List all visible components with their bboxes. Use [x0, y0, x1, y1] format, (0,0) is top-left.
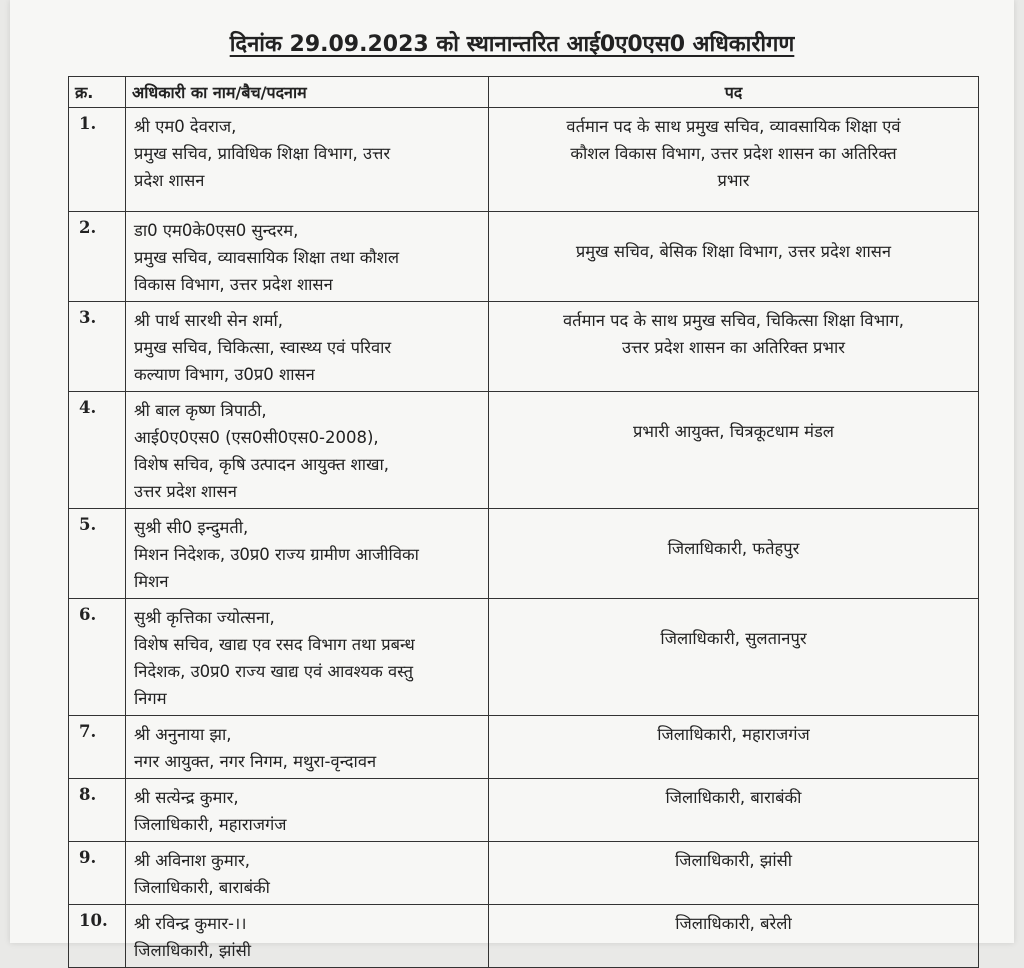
officer-line: श्री बाल कृष्ण त्रिपाठी, [134, 401, 267, 420]
officer-cell [126, 392, 489, 509]
row-serial-number: 9. [69, 842, 126, 905]
row-serial-number: 4. [69, 392, 126, 509]
document-page [10, 0, 1014, 960]
officer-line: श्री पार्थ सारथी सेन शर्मा, [134, 311, 284, 330]
officer-line: प्रमुख सचिव, व्यावसायिक शिक्षा तथा कौशल [134, 248, 400, 267]
post-line: प्रभार [717, 171, 750, 190]
officer-line: सुश्री सी0 इन्दुमती, [134, 518, 249, 537]
officer-line: डा0 एम0के0एस0 सुन्दरम, [134, 221, 299, 240]
officer-line: विशेष सचिव, खाद्य एव रसद विभाग तथा प्रबन्ध [134, 635, 415, 654]
officer-line: श्री एम0 देवराज, [134, 117, 237, 136]
row-serial-number: 5. [69, 509, 126, 599]
officer-cell [126, 599, 489, 716]
row-serial-number: 6. [69, 599, 126, 716]
post-line: जिलाधिकारी, बरेली [675, 914, 792, 933]
officer-line: श्री अनुनाया झा, [134, 725, 232, 744]
officer-line: मिशन निदेशक, उ0प्र0 राज्य ग्रामीण आजीविका [134, 545, 419, 564]
officer-line: मिशन [134, 572, 169, 591]
officer-line: आई0ए0एस0 (एस0सी0एस0-2008), [134, 428, 379, 447]
officer-line: उत्तर प्रदेश शासन [134, 482, 237, 501]
post-cell [489, 392, 979, 509]
officer-line: नगर आयुक्त, नगर निगम, मथुरा-वृन्दावन [134, 752, 377, 771]
post-cell [489, 212, 979, 302]
post-cell [489, 599, 979, 716]
post-line: वर्तमान पद के साथ प्रमुख सचिव, व्यावसायिक शिक्षा एवं [566, 117, 901, 136]
post-cell [489, 842, 979, 905]
officer-cell [126, 842, 489, 905]
table-row [69, 509, 979, 599]
officer-line: श्री रविन्द्र कुमार-।। [134, 914, 247, 933]
transfer-table [68, 76, 979, 968]
post-line: उत्तर प्रदेश शासन का अतिरिक्त प्रभार [621, 338, 846, 357]
post-cell [489, 509, 979, 599]
officer-cell [126, 509, 489, 599]
row-serial-number: 10. [69, 905, 126, 968]
table-row [69, 905, 979, 968]
officer-cell [126, 716, 489, 779]
officer-line: विकास विभाग, उत्तर प्रदेश शासन [134, 275, 333, 294]
officer-line: श्री अविनाश कुमार, [134, 851, 250, 870]
post-line: जिलाधिकारी, महाराजगंज [657, 725, 810, 744]
header-sn: क्र. [69, 77, 126, 108]
post-cell [489, 108, 979, 212]
table-row [69, 599, 979, 716]
post-line: जिलाधिकारी, बाराबंकी [665, 788, 802, 807]
row-serial-number: 3. [69, 302, 126, 392]
officer-line: प्रदेश शासन [134, 171, 205, 190]
post-line: जिलाधिकारी, झांसी [674, 851, 793, 870]
post-line: जिलाधिकारी, फतेहपुर [667, 539, 800, 558]
officer-line: निगम [134, 689, 167, 708]
post-cell [489, 716, 979, 779]
officer-cell [126, 779, 489, 842]
officer-cell [126, 108, 489, 212]
post-line: प्रभारी आयुक्त, चित्रकूटधाम मंडल [633, 422, 834, 441]
post-line: जिलाधिकारी, सुलतानपुर [660, 629, 807, 648]
table-row [69, 392, 979, 509]
table-row [69, 842, 979, 905]
row-serial-number: 7. [69, 716, 126, 779]
table-row [69, 716, 979, 779]
officer-line: जिलाधिकारी, महाराजगंज [134, 815, 287, 834]
post-cell [489, 905, 979, 968]
header-officer: अधिकारी का नाम/बैच/पदनाम [126, 77, 489, 108]
officer-cell [126, 302, 489, 392]
officer-line: कल्याण विभाग, उ0प्र0 शासन [134, 365, 315, 384]
row-serial-number: 2. [69, 212, 126, 302]
post-line: प्रमुख सचिव, बेसिक शिक्षा विभाग, उत्तर प्रदेश शासन [575, 242, 892, 261]
page-title [10, 28, 1014, 58]
post-cell [489, 779, 979, 842]
officer-line: प्रमुख सचिव, प्राविधिक शिक्षा विभाग, उत्तर [134, 144, 391, 163]
officer-cell [126, 905, 489, 968]
post-cell [489, 302, 979, 392]
officer-line: जिलाधिकारी, झांसी [134, 941, 252, 960]
post-line: कौशल विकास विभाग, उत्तर प्रदेश शासन का अतिरिक्त [570, 144, 897, 163]
officer-line: विशेष सचिव, कृषि उत्पादन आयुक्त शाखा, [134, 455, 389, 474]
officer-line: सुश्री कृत्तिका ज्योत्सना, [134, 608, 275, 627]
page-title-text: दिनांक 29.09.2023 को स्थानान्तरित आई0ए0एस0 अधिकारीगण [229, 32, 795, 57]
table-row [69, 212, 979, 302]
table-header-row [69, 77, 979, 108]
table-row [69, 779, 979, 842]
header-post: पद [489, 77, 979, 108]
table-row [69, 302, 979, 392]
row-serial-number: 8. [69, 779, 126, 842]
post-line: वर्तमान पद के साथ प्रमुख सचिव, चिकित्सा शिक्षा विभाग, [563, 311, 904, 330]
table-row [69, 108, 979, 212]
officer-cell [126, 212, 489, 302]
officer-line: श्री सत्येन्द्र कुमार, [134, 788, 239, 807]
officer-line: प्रमुख सचिव, चिकित्सा, स्वास्थ्य एवं परिवार [134, 338, 392, 357]
officer-line: जिलाधिकारी, बाराबंकी [134, 878, 270, 897]
row-serial-number: 1. [69, 108, 126, 212]
officer-line: निदेशक, उ0प्र0 राज्य खाद्य एवं आवश्यक वस्तु [134, 662, 414, 681]
